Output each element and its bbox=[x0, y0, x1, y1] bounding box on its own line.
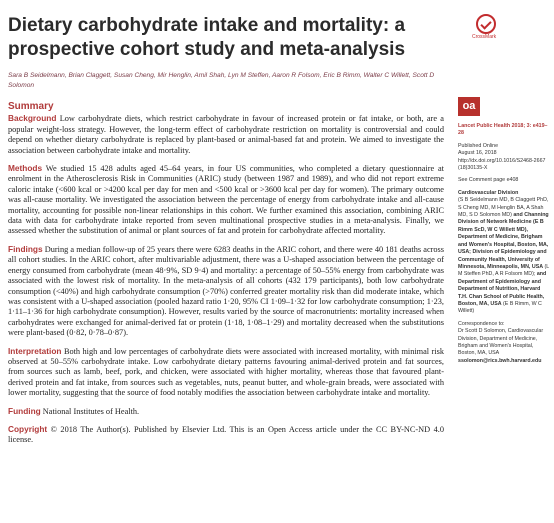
findings-paragraph bbox=[8, 244, 444, 339]
funding-paragraph bbox=[8, 406, 444, 417]
affiliations bbox=[458, 190, 550, 316]
affiliation-2-people: (L M Steffen PhD, A R Folsom MD); bbox=[458, 263, 550, 278]
findings-label: Findings bbox=[8, 243, 43, 254]
publication-info bbox=[458, 143, 550, 173]
journal-ref: Lancet Public Health 2018; 3: e419–28 bbox=[458, 123, 548, 137]
methods-paragraph bbox=[8, 163, 444, 237]
findings-text: During a median follow-up of 25 years there were 6283 deaths in the ARIC cohort, and there were 40 181 deaths across all cohort studies. In the ARIC cohort, after multivariable adjustment, there was a U-shaped association between the percentage of energy consumed from carbohydrate (mean 48·9%, SD 9·4) and mortality: a percentage of 50–55% energy from carbohydrate was associated with the lowest risk of mortality. In the meta-analysis of all cohorts (432 179 participants), both low carbohydrate consumption (<40%) and high carbohydrate consumption (>70%) conferred greater mortality risk than did moderate intake, which was consistent with a U-shaped association (pooled hazard ratio 1·20, 95% CI 1·09–1·32 for low carbohydrate consumption; 1·23, 1·11–1·36 for high carbohydrate consumption). However, results varied by the source of macronutrients: mortality increased when carbohydrates were exchanged for animal-derived fat or protein (1·18, 1·08–1·29) and mortality decreased when the substitutions were plant-based (0·82, 0·78–0·87). bbox=[8, 244, 445, 338]
affiliation-1-rest: and Channing Division of Network Medicine (E B Rimm ScD, W C Willett MD), Department of Medicine, Brigham and Women's Hospital, Boston, MA, USA; bbox=[458, 212, 549, 256]
comment-reference bbox=[458, 177, 550, 184]
copyright-label: Copyright bbox=[8, 423, 48, 434]
crossmark-icon bbox=[476, 14, 496, 34]
comment-link[interactable]: See Comment page e408 bbox=[458, 177, 519, 184]
correspondence bbox=[458, 321, 550, 365]
copyright-text: © 2018 The Author(s). Published by Elsevier Ltd. This is an Open Access article under the CC BY-NC-ND 4.0 license. bbox=[8, 424, 444, 445]
affiliation-3-name: and Department of Epidemiology and Department of Nutrition, Harvard T.H. Chan School of Public Health, Boston, MA, USA bbox=[458, 271, 547, 307]
background-label: Background bbox=[8, 113, 57, 124]
open-access-badge: oa bbox=[458, 97, 480, 116]
background-paragraph bbox=[8, 113, 444, 156]
affiliation-3-people: (E B Rimm, W C Willett) bbox=[458, 300, 542, 315]
background-text: Low carbohydrate diets, which restrict carbohydrate in favour of increased protein or fat intake, or both, are a popular weight-loss strategy. However, the long-term effect of carbohydrate restriction on mortality is controversial and could depend on whether dietary carbohydrate is replaced by plant-based or animal-based fat and protein. We aimed to investigate the association between carbohydrate intake and mortality. bbox=[8, 114, 444, 155]
interpretation-text: Both high and low percentages of carbohydrate diets were associated with increased mortality, with minimal risk observed at 50–55% carbohydrate intake. Low carbohydrate dietary patterns favouring animal-derived protein and fat sources, from sources such as lamb, beef, pork, and chicken, were associated with higher mortality, whereas those that favoured plant-derived protein and fat intake, from sources such as vegetables, nuts, peanut butter, and whole-grain breads, were associated with lower mortality, suggesting that the source of food notably modifies the association between carbohydrate intake and mortality. bbox=[8, 346, 445, 398]
summary-heading: Summary bbox=[8, 101, 54, 112]
funding-text: National Institutes of Health. bbox=[42, 406, 140, 416]
correspondence-label: Correspondence to: bbox=[458, 320, 505, 327]
affiliation-2-name: Division of Epidemiology and Community Health, University of Minnesota, Minneapolis, MN, USA bbox=[458, 249, 547, 270]
correspondence-name: Dr Scott D Solomon, bbox=[458, 328, 507, 335]
interpretation-label: Interpretation bbox=[8, 345, 62, 356]
sidebar bbox=[458, 123, 550, 370]
doi-link[interactable]: http://dx.doi.org/10.1016/S2468-2667(18)30135-X bbox=[458, 157, 546, 172]
correspondence-address: Cardiovascular Division, Department of Medicine, Brigham and Women's Hospital, Boston, MA, USA bbox=[458, 328, 544, 357]
affiliation-1-name: Cardiovascular Division bbox=[458, 189, 519, 196]
summary-section bbox=[8, 102, 444, 453]
article-title: Dietary carbohydrate intake and mortality: a prospective cohort study and meta-analysis bbox=[8, 15, 406, 60]
copyright-paragraph bbox=[8, 424, 444, 446]
interpretation-paragraph bbox=[8, 346, 444, 399]
crossmark-label: CrossMark bbox=[472, 34, 497, 40]
published-date: August 16, 2018 bbox=[458, 150, 497, 157]
affiliation-1-people: (S B Seidelmann MD, B Claggett PhD, S Cheng MD, M Henglin BA, A Shah MD, S D Solomon MD) bbox=[458, 197, 549, 219]
funding-label: Funding bbox=[8, 405, 41, 416]
crossmark-badge[interactable] bbox=[472, 14, 497, 40]
journal-reference bbox=[458, 123, 550, 138]
published-online-label: Published Online bbox=[458, 142, 499, 149]
author-list: Sara B Seidelmann, Brian Claggett, Susan Cheng, Mir Henglin, Amil Shah, Lyn M Steffen, Aaron R Folsom, Eric B Rimm, Walter C Willett, Scott D Solomon bbox=[8, 72, 435, 89]
methods-label: Methods bbox=[8, 163, 43, 174]
correspondence-email[interactable]: ssolomon@rics.bwh.harvard.edu bbox=[458, 357, 542, 364]
methods-text: We studied 15 428 adults aged 45–64 years, in four US communities, who completed a dietary questionnaire at enrolment in the Atherosclerosis Risk in Communities (ARIC) study (between 1987 and 1989), and who did not report extreme caloric intake (<600 kcal or >4200 kcal per day for men and <500 kcal or >3600 kcal per day for women). The primary outcome was all-cause mortality. We investigated the association between the percentage of energy from carbohydrate intake and all-cause mortality, accounting for possible non-linear relationships in this cohort. We further examined this association, combining ARIC data with data for carbohydrate intake reported from seven multinational prospective studies in a meta-analysis. Finally, we assessed whether the substitution of animal or plant sources of fat and protein for carbohydrate affected mortality. bbox=[8, 164, 444, 236]
